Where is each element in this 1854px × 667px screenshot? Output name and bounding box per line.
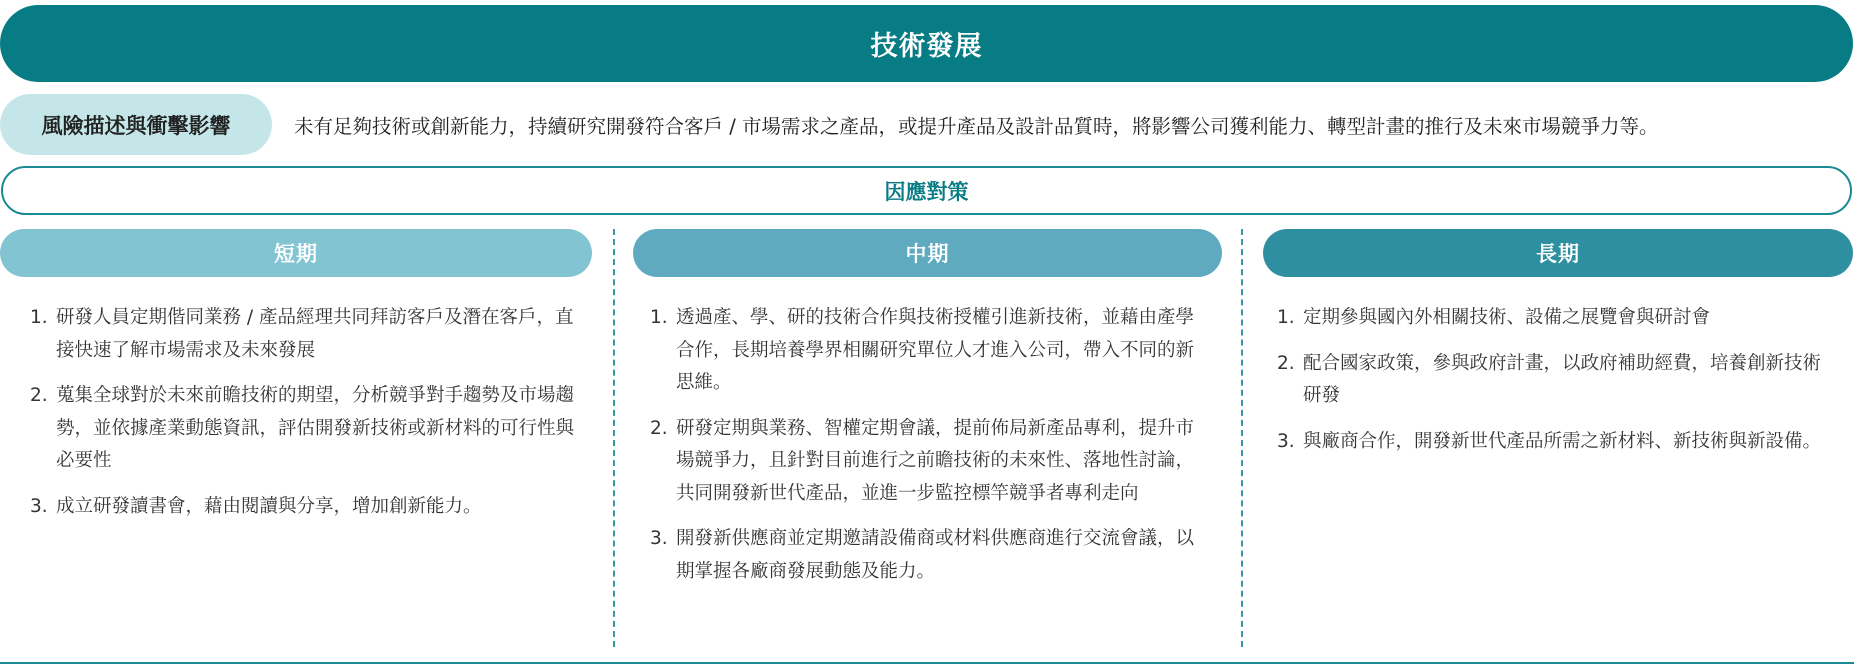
list-item-text: 與廠商合作，開發新世代產品所需之新材料、新技術與新設備。 [1303,430,1822,452]
column-divider [613,229,615,647]
list-item [30,491,580,524]
risk-label: 風險描述與衝擊影響 [41,113,231,138]
strategy-title-bar [1,166,1852,215]
long-term-header [1263,229,1853,277]
risk-label-pill [0,94,272,155]
list-item-number: 2. [30,385,48,406]
list-item-number: 3. [650,528,668,549]
page-title: 技術發展 [870,31,983,62]
list-item [650,302,1210,400]
list-item [650,523,1210,588]
list-item-number: 1. [30,307,48,328]
list-item-number: 1. [650,307,668,328]
list-item-text: 蒐集全球對於未來前瞻技術的期望，分析競爭對手趨勢及市場趨勢，並依據產業動態資訊，評估開發新技術或新材料的可行性與必要性 [56,385,575,471]
list-item [650,413,1210,511]
list-item-text: 透過產、學、研的技術合作與技術授權引進新技術，並藉由產學合作，長期培養學界相關研究單位人才進入公司，帶入不同的新思維。 [676,307,1195,393]
list-item-text: 開發新供應商並定期邀請設備商或材料供應商進行交流會議，以期掌握各廠商發展動態及能力。 [676,528,1195,582]
list-item [1277,348,1837,413]
list-item-text: 成立研發讀書會，藉由閱讀與分享，增加創新能力。 [56,495,482,517]
long-term-label: 長期 [1536,242,1580,266]
short-term-header [0,229,592,277]
long-term-list [1277,302,1837,471]
list-item-text: 定期參與國內外相關技術、設備之展覽會與研討會 [1303,307,1711,328]
list-item-number: 2. [650,417,668,439]
list-item-text: 研發定期與業務、智權定期會議，提前佈局新產品專利，提升市場競爭力，且針對目前進行之前瞻技術的未來性、落地性討論，共同開發新世代產品，並進一步監控標竿競爭者專利走向 [676,417,1195,504]
list-item-number: 2. [1277,352,1295,374]
short-term-list [30,302,580,536]
list-item [30,380,580,478]
list-item [30,302,580,367]
risk-description: 未有足夠技術或創新能力，持續研究開發符合客戶 / 市場需求之產品，或提升產品及設計品質時，將影響公司獲利能力、轉型計畫的推行及未來市場競爭力等。 [294,114,1659,138]
list-item-number: 1. [1277,307,1295,328]
mid-term-label: 中期 [905,242,950,266]
list-item-number: 3. [1277,430,1295,452]
list-item-text: 配合國家政策，參與政府計畫，以政府補助經費，培養創新技術研發 [1303,352,1822,406]
page-title-banner [0,5,1853,82]
strategy-title: 因應對策 [884,179,969,204]
list-item [1277,426,1837,459]
short-term-label: 短期 [274,242,318,266]
bottom-divider [0,662,1854,664]
mid-term-header [633,229,1222,277]
mid-term-list [650,302,1210,601]
list-item-text: 研發人員定期偕同業務 / 產品經理共同拜訪客戶及潛在客戶，直接快速了解市場需求及未來發展 [56,307,574,361]
column-divider [1241,229,1243,647]
list-item-number: 3. [30,495,48,517]
list-item [1277,302,1837,335]
